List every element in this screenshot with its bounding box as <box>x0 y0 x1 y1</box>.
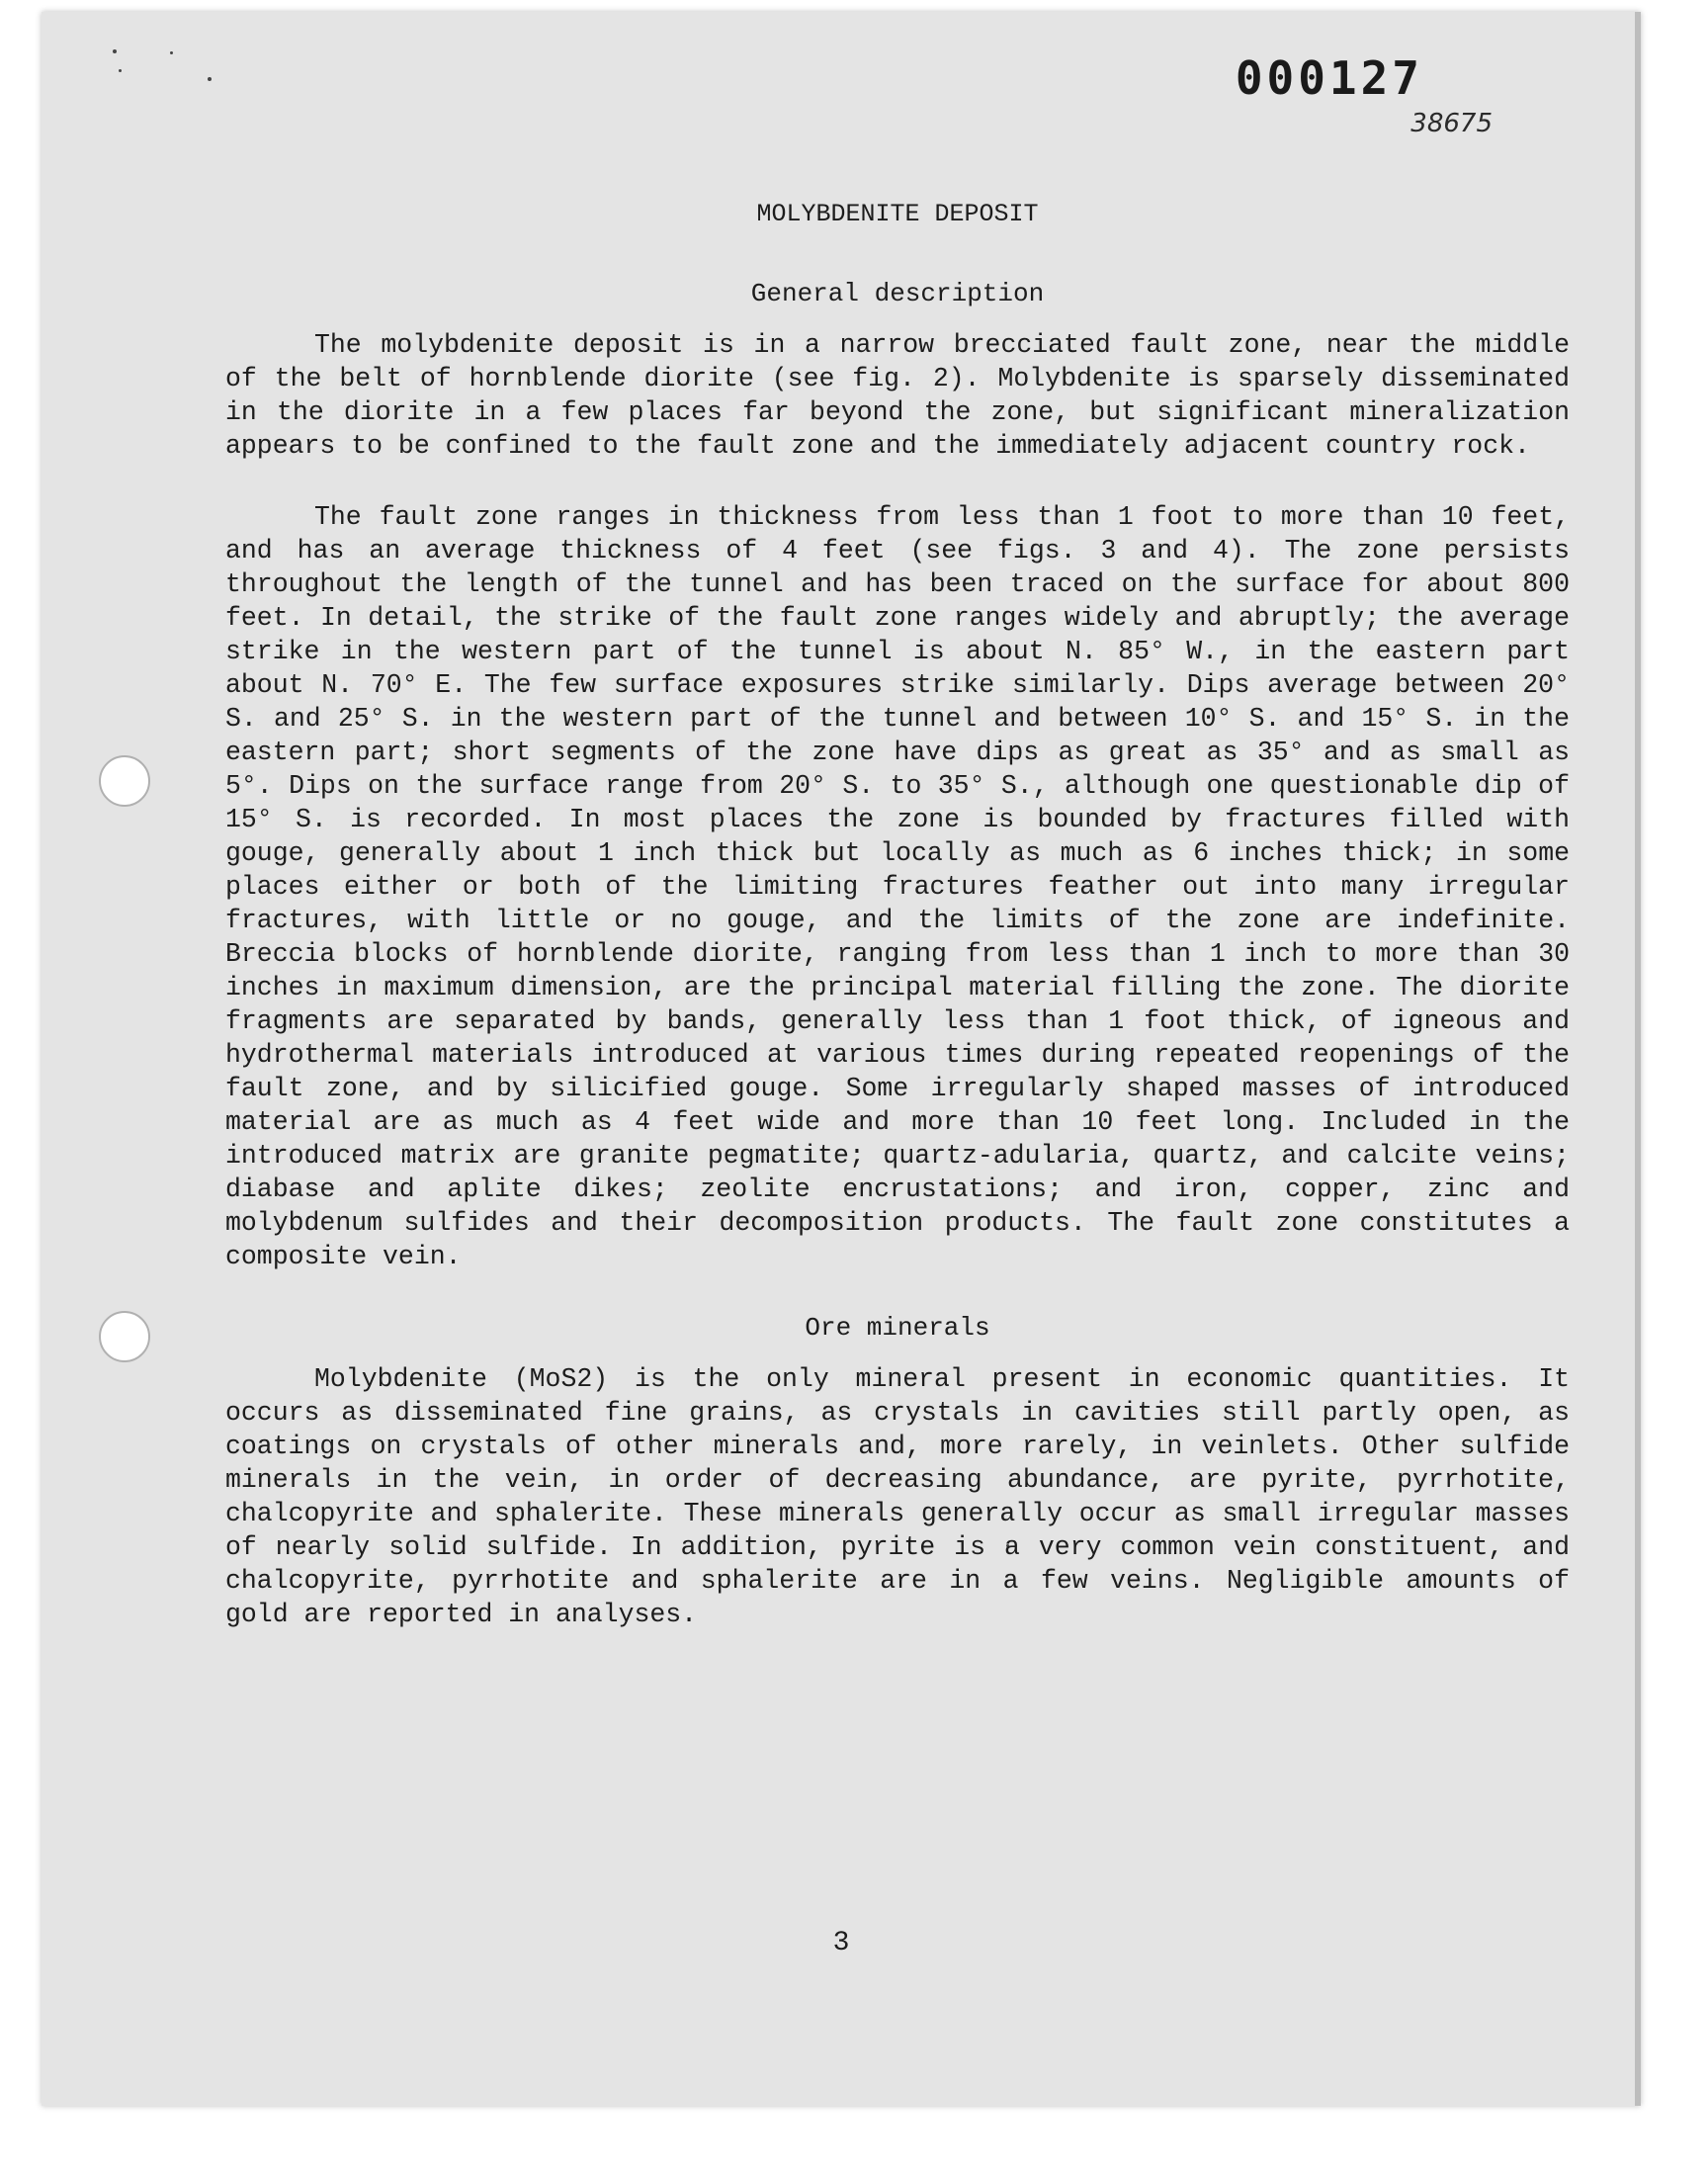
section-general-description <box>225 277 1570 1273</box>
paper-sheet <box>42 12 1641 2106</box>
page-number: 3 <box>832 1928 850 1958</box>
sheet-edge <box>1635 12 1641 2106</box>
section-heading: Ore minerals <box>805 1313 990 1343</box>
punch-hole-upper <box>99 755 150 807</box>
document-number-stamp: 000127 <box>1235 51 1423 105</box>
document-body <box>225 198 1570 1669</box>
handwritten-number: 38675 <box>1410 109 1493 138</box>
section-heading: General description <box>750 279 1045 308</box>
section-ore-minerals <box>225 1311 1570 1631</box>
paragraph: The fault zone ranges in thickness from less than 1 foot to more than 10 feet, and has an average thickness of 4 feet (see figs. 3 and 4). The zone persists throughout the length of the tunnel and has been traced on the surface for about 800 feet. In detail, the strike of the fault zone ranges widely and abruptly; the average strike in the western part of the tunnel is about N. 85° W., in the eastern part about N. 70° E. The few surface exposures strike similarly. Dips average between 20° S. and 25° S. in the western part of the tunnel and between 10° S. and 15° S. in the eastern part; short segments of the zone have dips as great as 35° and as small as 5°. Dips on the surface range from 20° S. to 35° S., although one questionable dip of 15° S. is recorded. In most places the zone is bounded by fractures filled with gouge, generally about 1 inch thick but locally as much as 6 inches thick; in some places either or both of the limiting fractures feather out into many irregular fractures, with little or no gouge, and the limits of the zone are indefinite. Breccia blocks of hornblende diorite, ranging from less than 1 inch to more than 30 inches in maximum dimension, are the principal material filling the zone. The diorite fragments are separated by bands, generally less than 1 foot thick, of igneous and hydrothermal materials introduced at various times during repeated reopenings of the fault zone, and by silicified gouge. Some irregularly shaped masses of introduced material are as much as 4 feet wide and more than 10 feet long. Included in the introduced matrix are granite pegmatite; quartz-adularia, quartz, and calcite veins; diabase and aplite dikes; zeolite encrustations; and iron, copper, zinc and molybdenum sulfides and their decomposition products. The fault zone constitutes a composite vein. <box>225 502 1570 1271</box>
paragraph: Molybdenite (MoS2) is the only mineral present in economic quantities. It occurs as disseminated fine grains, as crystals in cavities still partly open, as coatings on crystals of other minerals and, more rarely, in veinlets. Other sulfide minerals in the vein, in order of decreasing abundance, are pyrite, pyrrhotite, chalcopyrite and sphalerite. These minerals generally occur as small irregular masses of nearly solid sulfide. In addition, pyrite is a very common vein constituent, and chalcopyrite, pyrrhotite and sphalerite are in a few veins. Negligible amounts of gold are reported in analyses. <box>225 1364 1570 1629</box>
paragraph: The molybdenite deposit is in a narrow brecciated fault zone, near the middle of the belt of hornblende diorite (see fig. 2). Molybdenite is sparsely disseminated in the diorite in a few places far beyond the zone, but significant mineralization appears to be confined to the fault zone and the immediately adjacent country rock. <box>225 330 1570 461</box>
punch-hole-lower <box>99 1311 150 1362</box>
document-title: MOLYBDENITE DEPOSIT <box>756 200 1039 228</box>
